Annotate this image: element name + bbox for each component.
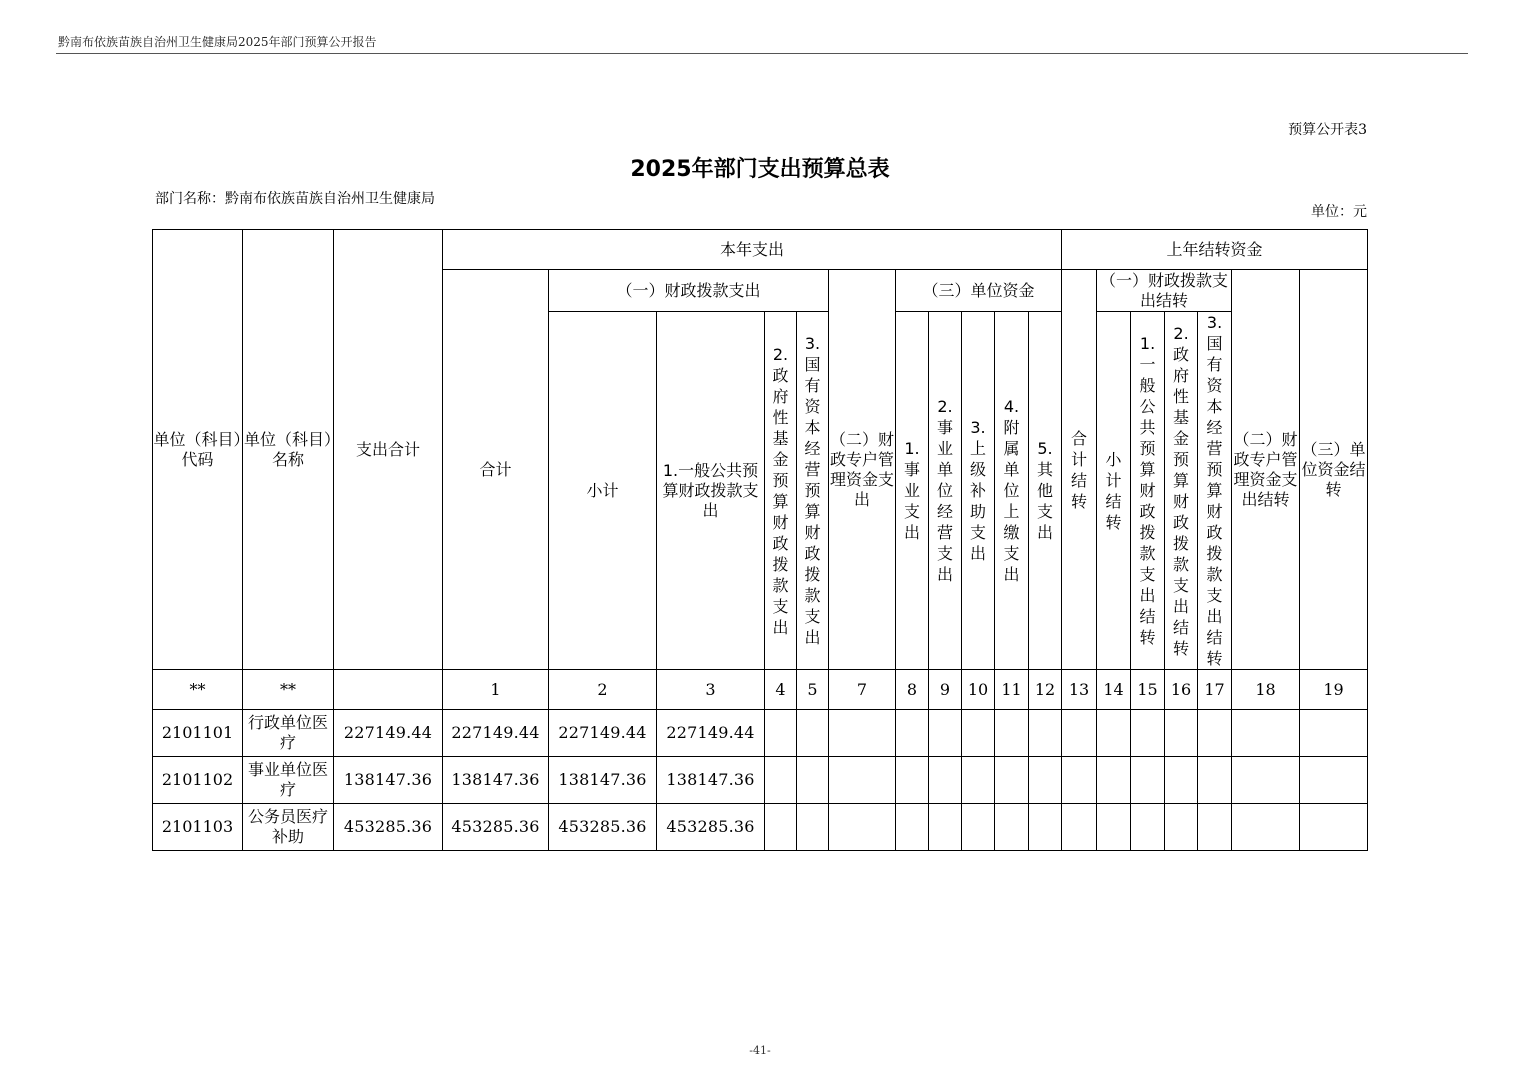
empty-cell xyxy=(1300,710,1368,757)
index-row xyxy=(153,670,1368,710)
index-cell: 2 xyxy=(549,670,657,710)
index-cell: 13 xyxy=(1062,670,1097,710)
table-row xyxy=(153,804,1368,851)
header-code: 单位（科目）代码 xyxy=(153,230,243,670)
row-total: 227149.44 xyxy=(334,710,443,757)
empty-cell xyxy=(962,804,995,851)
department-name: 部门名称：黔南布依族苗族自治州卫生健康局 xyxy=(155,191,435,207)
empty-cell xyxy=(896,757,929,804)
empty-cell xyxy=(829,710,896,757)
empty-cell xyxy=(1232,757,1300,804)
row-total: 453285.36 xyxy=(334,804,443,851)
empty-cell xyxy=(829,757,896,804)
empty-cell xyxy=(1300,804,1368,851)
empty-cell xyxy=(929,710,962,757)
row-name: 公务员医疗补助 xyxy=(243,804,334,851)
index-cell: 3 xyxy=(657,670,765,710)
empty-cell xyxy=(896,710,929,757)
empty-cell xyxy=(1165,710,1198,757)
row-name: 行政单位医疗 xyxy=(243,710,334,757)
empty-cell xyxy=(1131,757,1165,804)
empty-cell xyxy=(1165,757,1198,804)
header-cy-unit-subsidy: 3.上级补助支出 xyxy=(962,312,995,670)
empty-cell xyxy=(995,804,1029,851)
header-total: 支出合计 xyxy=(334,230,443,670)
empty-cell xyxy=(1232,710,1300,757)
index-cell: 18 xyxy=(1232,670,1300,710)
empty-cell xyxy=(797,804,829,851)
empty-cell xyxy=(1062,757,1097,804)
row-total: 138147.36 xyxy=(334,757,443,804)
header-carryover: 上年结转资金 xyxy=(1062,230,1368,270)
empty-cell xyxy=(995,710,1029,757)
empty-cell xyxy=(765,710,797,757)
row-subtotal: 138147.36 xyxy=(549,757,657,804)
table-row xyxy=(153,757,1368,804)
index-cell: 9 xyxy=(929,670,962,710)
report-title: 2025年部门支出预算总表 xyxy=(630,157,890,182)
header-co-fiscal-gov-fund: 2.政府性基金预算财政拨款支出结转 xyxy=(1165,312,1198,670)
expenditure-budget-table xyxy=(152,229,1368,851)
row-sum: 453285.36 xyxy=(443,804,549,851)
empty-cell xyxy=(1097,757,1131,804)
empty-cell xyxy=(1198,710,1232,757)
empty-cell xyxy=(797,757,829,804)
index-cell: 19 xyxy=(1300,670,1368,710)
empty-cell xyxy=(1300,757,1368,804)
header-cy-unit-business: 1.事业支出 xyxy=(896,312,929,670)
header-cy-unit-affiliated: 4.附属单位上缴支出 xyxy=(995,312,1029,670)
index-cell: 16 xyxy=(1165,670,1198,710)
index-cell: 7 xyxy=(829,670,896,710)
empty-cell xyxy=(1029,710,1062,757)
header-cy-special: （二）财政专户管理资金支出 xyxy=(829,270,896,670)
page-number: -41- xyxy=(749,1044,771,1057)
empty-cell xyxy=(1131,710,1165,757)
empty-cell xyxy=(929,757,962,804)
header-co-unit: （三）单位资金结转 xyxy=(1300,270,1368,670)
header-current-year: 本年支出 xyxy=(443,230,1062,270)
index-cell: 14 xyxy=(1097,670,1131,710)
header-cy-fiscal-state-capital: 3.国有资本经营预算财政拨款支出 xyxy=(797,312,829,670)
row-code: 2101102 xyxy=(153,757,243,804)
empty-cell xyxy=(995,757,1029,804)
header-co-special: （二）财政专户管理资金支出结转 xyxy=(1232,270,1300,670)
empty-cell xyxy=(1097,804,1131,851)
header-co-fiscal: （一）财政拨款支出结转 xyxy=(1097,270,1232,312)
row-sum: 227149.44 xyxy=(443,710,549,757)
empty-cell xyxy=(1097,710,1131,757)
empty-cell xyxy=(765,804,797,851)
header-rule xyxy=(56,53,1468,54)
index-cell: 4 xyxy=(765,670,797,710)
empty-cell xyxy=(929,804,962,851)
header-cy-unit-other: 5.其他支出 xyxy=(1029,312,1062,670)
empty-cell xyxy=(829,804,896,851)
empty-cell xyxy=(765,757,797,804)
header-co-sum: 合计结转 xyxy=(1062,270,1097,670)
row-general: 453285.36 xyxy=(657,804,765,851)
index-cell: 1 xyxy=(443,670,549,710)
running-header: 黔南布依族苗族自治州卫生健康局2025年部门预算公开报告 xyxy=(58,35,377,49)
index-cell: 15 xyxy=(1131,670,1165,710)
header-cy-sum: 合计 xyxy=(443,270,549,670)
empty-cell xyxy=(1029,804,1062,851)
row-sum: 138147.36 xyxy=(443,757,549,804)
empty-cell xyxy=(896,804,929,851)
empty-cell xyxy=(1198,757,1232,804)
row-subtotal: 227149.44 xyxy=(549,710,657,757)
index-cell: 8 xyxy=(896,670,929,710)
empty-cell xyxy=(962,757,995,804)
index-cell: 10 xyxy=(962,670,995,710)
header-cy-fiscal: （一）财政拨款支出 xyxy=(549,270,829,312)
header-co-fiscal-subtotal: 小计结转 xyxy=(1097,312,1131,670)
header-cy-unit: （三）单位资金 xyxy=(896,270,1062,312)
index-cell xyxy=(334,670,443,710)
header-co-fiscal-state-capital: 3.国有资本经营预算财政拨款支出结转 xyxy=(1198,312,1232,670)
header-co-fiscal-general: 1.一般公共预算财政拨款支出结转 xyxy=(1131,312,1165,670)
row-code: 2101101 xyxy=(153,710,243,757)
index-cell: 17 xyxy=(1198,670,1232,710)
empty-cell xyxy=(1029,757,1062,804)
empty-cell xyxy=(1131,804,1165,851)
header-cy-fiscal-general: 1.一般公共预算财政拨款支出 xyxy=(657,312,765,670)
header-cy-fiscal-gov-fund: 2.政府性基金预算财政拨款支出 xyxy=(765,312,797,670)
empty-cell xyxy=(1165,804,1198,851)
row-subtotal: 453285.36 xyxy=(549,804,657,851)
empty-cell xyxy=(1232,804,1300,851)
empty-cell xyxy=(1198,804,1232,851)
index-cell: 5 xyxy=(797,670,829,710)
row-name: 事业单位医疗 xyxy=(243,757,334,804)
empty-cell xyxy=(797,710,829,757)
index-cell: 11 xyxy=(995,670,1029,710)
index-cell: 12 xyxy=(1029,670,1062,710)
unit-label: 单位：元 xyxy=(1311,204,1367,220)
row-general: 227149.44 xyxy=(657,710,765,757)
empty-cell xyxy=(962,710,995,757)
table-number: 预算公开表3 xyxy=(1288,122,1367,138)
empty-cell xyxy=(1062,804,1097,851)
index-cell: ** xyxy=(243,670,334,710)
index-cell: ** xyxy=(153,670,243,710)
header-cy-unit-operating: 2.事业单位经营支出 xyxy=(929,312,962,670)
row-code: 2101103 xyxy=(153,804,243,851)
header-cy-fiscal-subtotal: 小计 xyxy=(549,312,657,670)
empty-cell xyxy=(1062,710,1097,757)
header-name: 单位（科目）名称 xyxy=(243,230,334,670)
table-row xyxy=(153,710,1368,757)
row-general: 138147.36 xyxy=(657,757,765,804)
